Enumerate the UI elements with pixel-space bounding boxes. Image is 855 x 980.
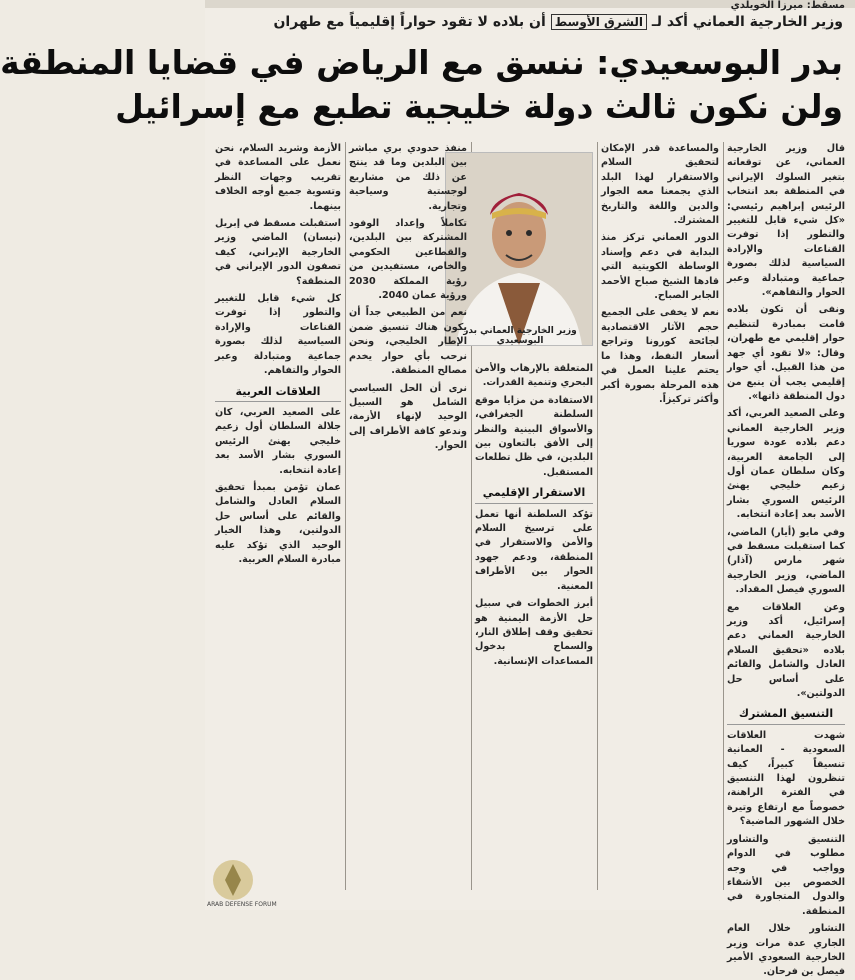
paragraph: الأزمة وشريد السلام، نحن نعمل على المساعدة في تقريب وجهات النظر وتسوية جميع أوجه الخلاف بينهما. [215, 143, 341, 212]
brand-logo-text: الشرق الأوسط [551, 14, 647, 30]
paragraph: نعم لا يخفى على الجميع حجم الآثار الاقتصادية لجائحة كورونا وتراجع أسعار النفط، وهذا ما يحتم علينا العمل في هذه المرحلة بصورة أكبر وأكثر تركيزاً. [601, 307, 719, 405]
portrait-photo [445, 152, 593, 346]
paragraph: المتعلقة بالإرهاب والأمن البحري وتنمية القدرات. [475, 363, 593, 389]
paragraph: استقبلت مسقط في إبريل (نيسان) الماضي وزير الخارجية الإيراني، كيف تصفون الدور الإيراني في المنطقة؟ [215, 218, 341, 287]
paragraph: شهدت العلاقات السعودية - العمانية تنسيقاً كبيراً، كيف تنظرون لهذا التنسيق في الفترة الراهنة، خصوصاً مع ارتفاع وتيرة خلال الشهور الماضية؟ [727, 729, 845, 828]
paragraph: وعن العلاقات مع إسرائيل، أكد وزير الخارجية العماني دعم بلاده «تحقيق السلام العادل والشامل والقائم على أساس حل الدولتين». [727, 601, 845, 700]
paragraph: منفذ حدودي بري مباشر بين البلدين وما قد ينتج عن ذلك من مشاريع لوجستية وسياحية وتجارية. [349, 143, 467, 212]
column-rule [345, 142, 346, 890]
paragraph: أبرز الخطوات في سبيل حل الأزمة اليمنية هو تحقيق وقف إطلاق النار، والسماح بدخول المساعدات الإنسانية. [475, 598, 593, 667]
paragraph: على الصعيد العربي، كان جلالة السلطان أول زعيم خليجي يهنئ الرئيس السوري بشار الأسد بعد إعادة انتخابه. [215, 406, 341, 476]
headline-line-2: ولن نكون ثالث دولة خليجية تطبع مع إسرائيل [115, 87, 843, 126]
paragraph: والمساعدة قدر الإمكان لتحقيق السلام والاستقرار لهذا البلد الذي يجمعنا معه الجوار والدين واللغة والتاريخ المشترك. [601, 143, 719, 227]
paragraph: الاستفادة من مزايا موقع السلطنة الجغرافي، والأسواق البينية والنظر إلى الأفق بالتعاون بين البلدين، في ظل تطلعات المستقبل. [475, 394, 593, 478]
paragraph: قال وزير الخارجية العماني، عن توقعاته بتغير السلوك الإيراني في المنطقة بعد انتخاب الرئيس إبراهيم رئيسي: «كل شيء قابل للتغيير والتطور إذا توفرت القناعات والإرادة السياسية لذلك بصورة جماعية ومتبادلة وعبر الحوار والتفاهم». [727, 143, 845, 299]
paragraph: تؤكد السلطنة أنها تعمل على ترسيخ السلام والأمن والاستقرار في المنطقة، ودعم جهود الحوار بين الأطراف المعنية. [475, 508, 593, 592]
kicker-after: أن بلاده لا تقود حواراً إقليمياً مع طهران [273, 14, 546, 30]
paragraph: تكاملاً وإعداد الوفود المشتركة بين البلدين، والقطاعين الحكومي والخاص، مستفيدين من رؤية المملكة 2030 ورؤية عمان 2040. [349, 218, 467, 302]
portrait-illustration [446, 153, 592, 345]
photo-caption: وزير الخارجية العماني بدر البوسعيدي [463, 326, 577, 346]
subheading: الاستقرار الإقليمي [475, 486, 593, 503]
column-rule [597, 142, 598, 890]
article-column-4 [349, 142, 467, 890]
subheading: التنسيق المشترك [727, 707, 845, 724]
paragraph: نرى أن الحل السياسي الشامل هو السبيل الوحيد لإنهاء الأزمة، وندعو كافة الأطراف إلى الحوار. [349, 382, 467, 452]
paragraph: الدور العماني تركز منذ البداية في دعم وإسناد الوساطة الكويتية التي قادها الشيخ صباح الأحمد الجابر الصباح. [601, 232, 719, 302]
kicker-line [273, 14, 843, 30]
paragraph: عمان تؤمن بمبدأ تحقيق السلام العادل والشامل والقائم على أساس حل الدولتين، وهذا الخيار الوحيد الذي تؤكد عليه مبادرة السلام العربية. [215, 481, 341, 565]
paragraph: كل شيء قابل للتغيير والتطور إذا توفرت القناعات والإرادة السياسية لذلك بصورة جماعية ومتبادلة وعبر الحوار والتفاهم. [215, 293, 341, 377]
forum-logo-icon [211, 858, 255, 902]
paragraph: وفي مايو (أيار) الماضي، كما استقبلت مسقط في شهر مارس (آذار) الماضي، وزير الخارجية السوري فيصل المقداد. [727, 526, 845, 596]
article-column-3 [475, 362, 593, 890]
byline-top: مسقط: ميرزا الخويلدي [730, 0, 845, 11]
paragraph: ونفى أن تكون بلاده قامت بمبادرة لتنظيم حوار إقليمي مع طهران، وقال: «لا تقود أي جهد من هذا القبيل. أي حوار إقليمي يجب أن ينبع من دول المنطقة ذاتها». [727, 304, 845, 402]
paragraph: التشاور خلال العام الجاري عدة مرات وزير الخارجية السعودي الأمير فيصل بن فرحان. [727, 923, 845, 978]
column-rule [723, 142, 724, 890]
paragraph: نعم من الطبيعي جداً أن يكون هناك تنسيق ضمن الإطار الخليجي، ونحن نرحب بأي حوار يخدم مصالح المنطقة. [349, 307, 467, 377]
headline-line-1: بدر البوسعيدي: ننسق مع الرياض في قضايا المنطقة [0, 43, 843, 82]
watermark-text: ARAB DEFENSE FORUM [207, 901, 277, 908]
paragraph: التنسيق والتشاور مطلوب في الدوام وواجب في وجه الخصوص بين الأشقاء والدول المتجاورة في المنطقة. [727, 833, 845, 917]
paragraph: وعلى الصعيد العربي، أكد وزير الخارجية العماني دعم بلاده عودة سوريا إلى الجامعة العربية، وكان سلطان عمان أول زعيم خليجي يهنئ الرئيس السوري بشار الأسد بعد إعادة انتخابه. [727, 408, 845, 521]
kicker-before: وزير الخارجية العماني أكد لـ [651, 14, 843, 30]
article-column-1 [727, 142, 845, 978]
article-column-2 [601, 142, 719, 890]
article-column-5 [215, 142, 341, 890]
subheading: العلاقات العربية [215, 385, 341, 402]
